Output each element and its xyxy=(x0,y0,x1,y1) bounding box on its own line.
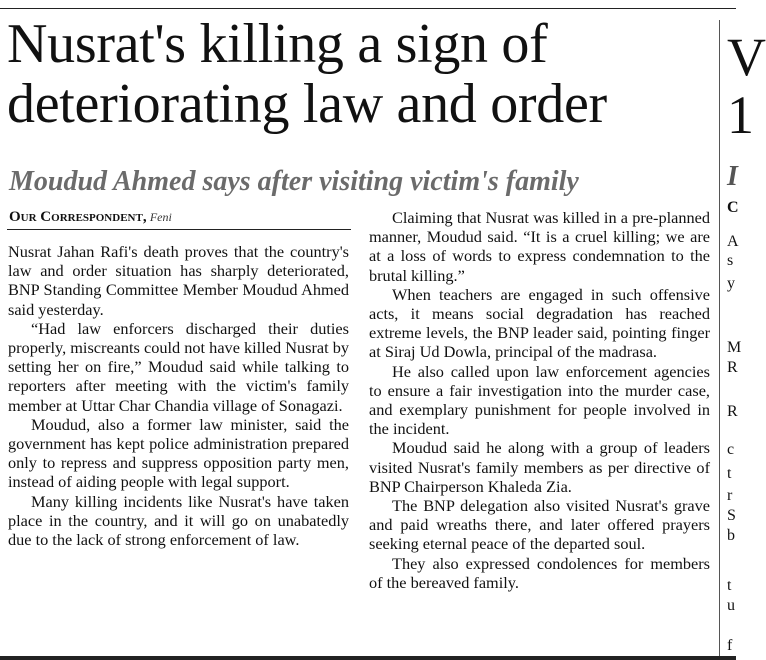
fragment-letter: r xyxy=(727,487,733,504)
column-divider xyxy=(719,20,720,660)
top-rule xyxy=(0,8,736,9)
fragment-letter: 1 xyxy=(727,85,754,145)
headline-line-2: deteriorating law and order xyxy=(7,73,607,135)
paragraph: “Had law enforcers discharged their duties properly, miscreants could not have killed Nusrat by setting her on fire,” Moudud said while talking to reporters after meeting with the victim's family member at Uttar Char Chandia village of Sonagazi. xyxy=(8,318,349,415)
byline xyxy=(9,209,172,225)
byline-place: Feni xyxy=(149,210,172,224)
headline xyxy=(7,14,717,134)
byline-rule xyxy=(7,229,351,230)
article-column-2 xyxy=(369,208,710,592)
paragraph: Moudud, also a former law minister, said the government has kept police administration prepared only to repress and suppress opposition party men, instead of aiding people with legal support. xyxy=(8,414,349,492)
fragment-letter: t xyxy=(727,577,732,594)
subheadline: Moudud Ahmed says after visiting victim's family xyxy=(9,166,579,197)
headline-line-1: Nusrat's killing a sign of xyxy=(7,13,548,75)
fragment-letter: y xyxy=(727,275,735,292)
fragment-letter: A xyxy=(727,233,739,250)
fragment-letter: f xyxy=(727,637,733,654)
paragraph: The BNP delegation also visited Nusrat's grave and paid wreaths there, and later offered prayers seeking eternal peace of the departed soul. xyxy=(369,496,710,554)
fragment-letter: u xyxy=(727,597,735,614)
fragment-letter: C xyxy=(727,199,739,216)
adjacent-article-fragment xyxy=(727,20,766,660)
paragraph: Moudud said he along with a group of leaders visited Nusrat's family members as per directive of BNP Chairperson Khaleda Zia. xyxy=(369,438,710,496)
byline-name: Our Correspondent, xyxy=(9,209,147,225)
fragment-letter: c xyxy=(727,441,735,458)
paragraph: Many killing incidents like Nusrat's have taken place in the country, and it will go on unabatedly due to the lack of strong enforcement of law. xyxy=(8,491,349,550)
fragment-letter: t xyxy=(727,465,732,482)
paragraph: Nusrat Jahan Rafi's death proves that the country's law and order situation has sharply deteriorated, BNP Standing Committee Member Moudud Ahmed said yesterday. xyxy=(8,242,349,319)
paragraph: Claiming that Nusrat was killed in a pre-planned manner, Moudud said. “It is a cruel killing; we are at a loss of words to express condemnation to the brutal killing.” xyxy=(369,208,710,285)
fragment-letter: b xyxy=(727,527,735,544)
fragment-letter: S xyxy=(727,507,736,524)
paragraph: He also called upon law enforcement agencies to ensure a fair investigation into the murder case, and exemplary punishment for people involved in the incident. xyxy=(369,361,710,439)
paragraph: They also expressed condolences for members of the bereaved family. xyxy=(369,553,710,592)
fragment-letter: s xyxy=(727,252,734,269)
fragment-letter: R xyxy=(727,359,738,376)
fragment-letter: I xyxy=(727,161,738,192)
fragment-letter: R xyxy=(727,403,738,420)
paragraph: When teachers are engaged in such offensive acts, it means social degradation has reached extreme levels, the BNP leader said, pointing finger at Siraj Ud Dowla, principal of the madrasa. xyxy=(369,284,710,362)
fragment-letter: M xyxy=(727,339,742,356)
bottom-border xyxy=(0,656,736,660)
article-column-1 xyxy=(8,242,349,549)
fragment-letter: V xyxy=(727,27,766,87)
